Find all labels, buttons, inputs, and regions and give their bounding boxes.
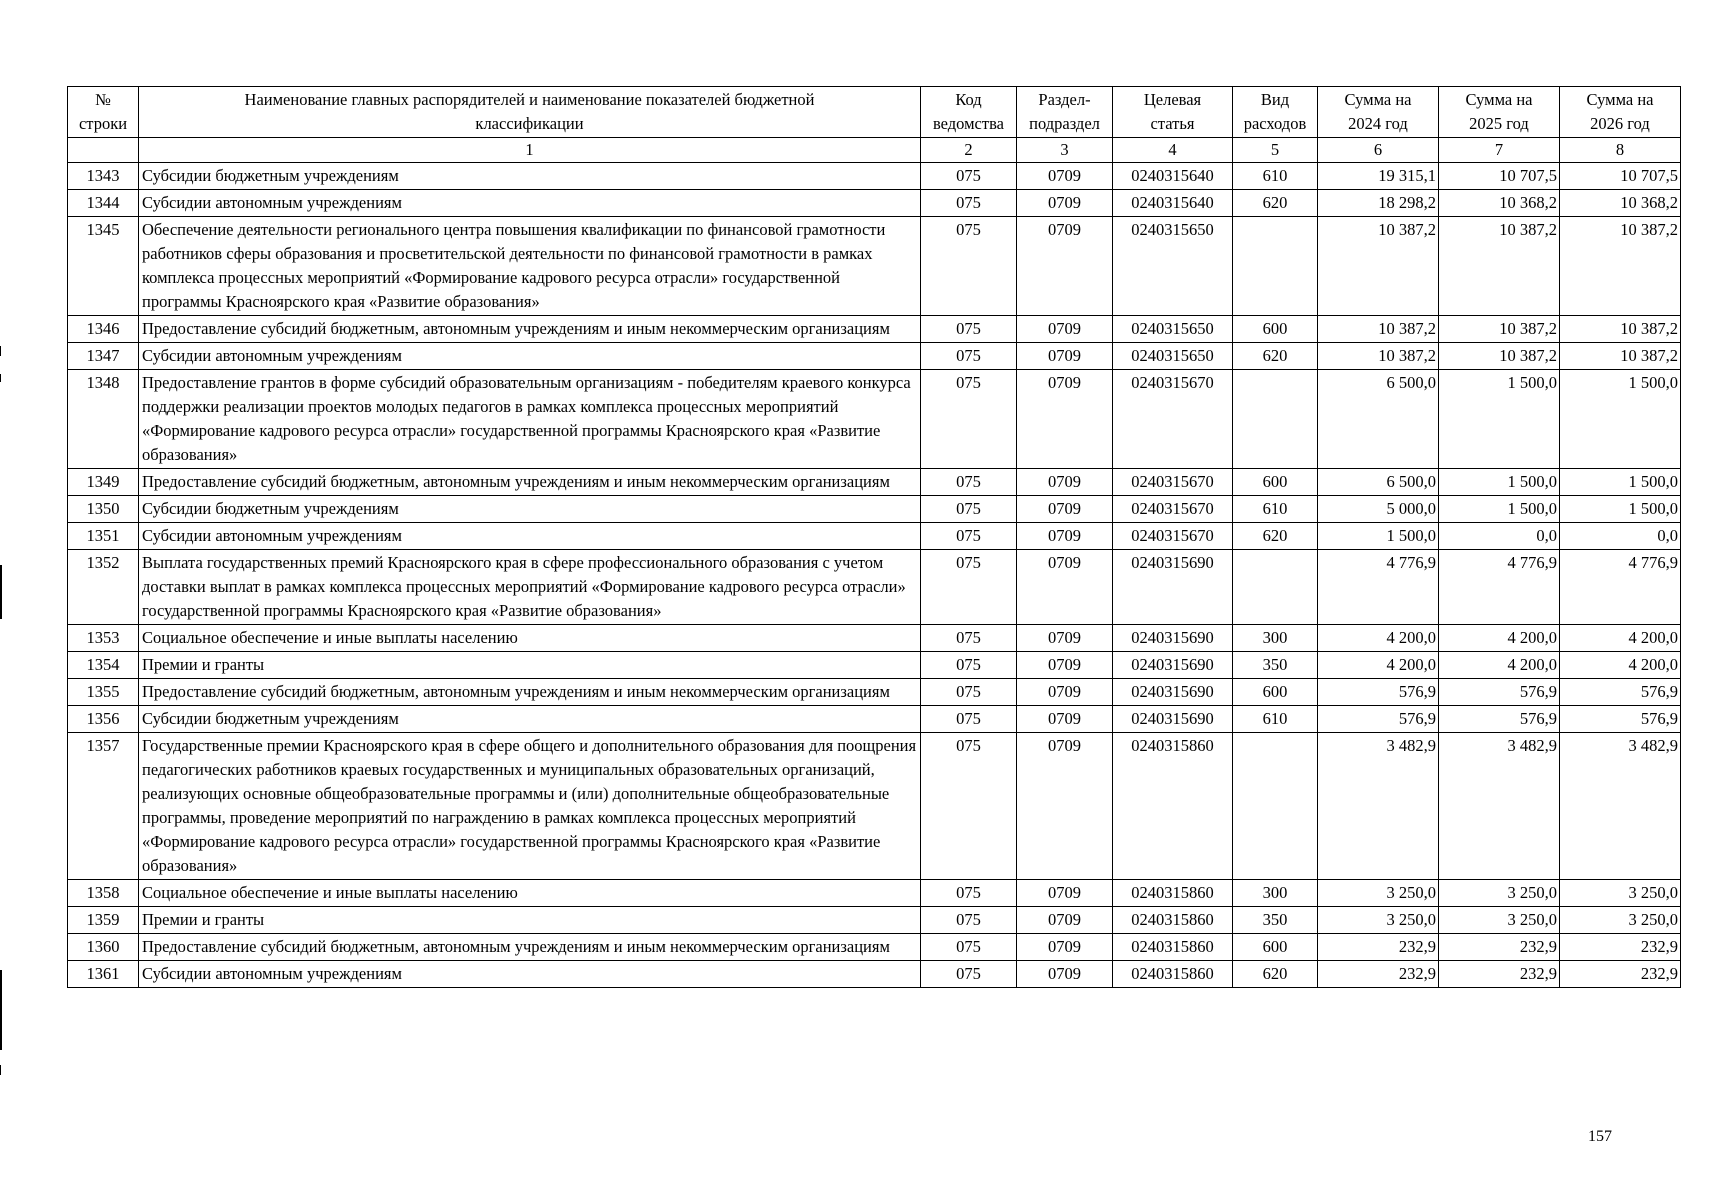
target-item-code: 0240315670 (1113, 370, 1233, 469)
row-name: Государственные премии Красноярского края в сфере общего и дополнительного образования для поощрения педагогических работников краевых государственных и муниципальных образовательных организаций, реализующих основные общеобразовательные программы и (или) дополнительные общеобразовательные программы, проведение мероприятий по награждению в рамках комплекса процессных мероприятий «Формирование кадрового ресурса отрасли» государственной программы Красноярского края «Развитие образования» (139, 733, 921, 880)
sum-2024: 6 500,0 (1318, 469, 1439, 496)
row-number: 1360 (68, 934, 139, 961)
sum-2026: 232,9 (1560, 934, 1681, 961)
target-item-code: 0240315690 (1113, 625, 1233, 652)
sum-2026: 0,0 (1560, 523, 1681, 550)
section-code: 0709 (1017, 370, 1113, 469)
sum-2025: 10 387,2 (1439, 316, 1560, 343)
expense-type-code: 610 (1233, 706, 1318, 733)
target-item-code: 0240315860 (1113, 733, 1233, 880)
sum-2025: 10 707,5 (1439, 163, 1560, 190)
expense-type-code: 620 (1233, 343, 1318, 370)
expense-type-code: 600 (1233, 469, 1318, 496)
row-number: 1344 (68, 190, 139, 217)
row-number: 1356 (68, 706, 139, 733)
department-code: 075 (921, 907, 1017, 934)
row-name: Обеспечение деятельности регионального центра повышения квалификации по финансовой грамотности работников сферы образования и просветительской деятельности по финансовой грамотности в рамках комплекса процессных мероприятий «Формирование кадрового ресурса отрасли» государственной программы Красноярского края «Развитие образования» (139, 217, 921, 316)
row-number: 1351 (68, 523, 139, 550)
sum-2024: 232,9 (1318, 934, 1439, 961)
target-item-code: 0240315650 (1113, 316, 1233, 343)
section-code: 0709 (1017, 190, 1113, 217)
sum-2024: 3 250,0 (1318, 880, 1439, 907)
sum-2026: 576,9 (1560, 679, 1681, 706)
sum-2025: 232,9 (1439, 934, 1560, 961)
section-code: 0709 (1017, 934, 1113, 961)
column-number: 8 (1560, 138, 1681, 163)
table-row (68, 217, 1681, 316)
row-number: 1348 (68, 370, 139, 469)
header-sum-2024: Сумма на 2024 год (1318, 87, 1439, 138)
target-item-code: 0240315690 (1113, 706, 1233, 733)
row-name: Субсидии бюджетным учреждениям (139, 706, 921, 733)
row-name: Субсидии бюджетным учреждениям (139, 163, 921, 190)
column-number (68, 138, 139, 163)
row-name: Выплата государственных премий Красноярского края в сфере профессионального образования с учетом доставки выплат в рамках комплекса процессных мероприятий «Формирование кадрового ресурса отрасли» государственной программы Красноярского края «Развитие образования» (139, 550, 921, 625)
expense-type-code (1233, 370, 1318, 469)
sum-2025: 576,9 (1439, 679, 1560, 706)
header-name: Наименование главных распорядителей и наименование показателей бюджетной классификации (139, 87, 921, 138)
row-name: Социальное обеспечение и иные выплаты населению (139, 880, 921, 907)
department-code: 075 (921, 217, 1017, 316)
sum-2026: 10 387,2 (1560, 343, 1681, 370)
section-code: 0709 (1017, 523, 1113, 550)
table-row (68, 469, 1681, 496)
row-name: Предоставление субсидий бюджетным, автономным учреждениям и иным некоммерческим организациям (139, 316, 921, 343)
sum-2024: 232,9 (1318, 961, 1439, 988)
table-row (68, 934, 1681, 961)
row-number: 1355 (68, 679, 139, 706)
table-row (68, 961, 1681, 988)
section-code: 0709 (1017, 961, 1113, 988)
header-row-number: № строки (68, 87, 139, 138)
section-code: 0709 (1017, 550, 1113, 625)
row-number: 1353 (68, 625, 139, 652)
scan-mark (0, 565, 2, 619)
section-code: 0709 (1017, 679, 1113, 706)
sum-2026: 10 387,2 (1560, 316, 1681, 343)
row-number: 1346 (68, 316, 139, 343)
sum-2025: 3 482,9 (1439, 733, 1560, 880)
sum-2024: 4 200,0 (1318, 625, 1439, 652)
table-row (68, 523, 1681, 550)
department-code: 075 (921, 496, 1017, 523)
scan-mark (0, 970, 2, 1050)
sum-2025: 10 368,2 (1439, 190, 1560, 217)
target-item-code: 0240315650 (1113, 217, 1233, 316)
table-row (68, 496, 1681, 523)
sum-2026: 3 250,0 (1560, 880, 1681, 907)
expense-type-code (1233, 550, 1318, 625)
table-row (68, 190, 1681, 217)
row-number: 1354 (68, 652, 139, 679)
row-name: Субсидии автономным учреждениям (139, 190, 921, 217)
department-code: 075 (921, 652, 1017, 679)
row-number: 1358 (68, 880, 139, 907)
sum-2025: 3 250,0 (1439, 880, 1560, 907)
sum-2026: 10 707,5 (1560, 163, 1681, 190)
department-code: 075 (921, 469, 1017, 496)
target-item-code: 0240315690 (1113, 679, 1233, 706)
column-number: 5 (1233, 138, 1318, 163)
header-section: Раздел- подраздел (1017, 87, 1113, 138)
sum-2026: 3 250,0 (1560, 907, 1681, 934)
expense-type-code: 350 (1233, 907, 1318, 934)
row-name: Предоставление грантов в форме субсидий образовательным организациям - победителям краевого конкурса поддержки реализации проектов молодых педагогов в рамках комплекса процессных мероприятий «Формирование кадрового ресурса отрасли» государственной программы Красноярского края «Развитие образования» (139, 370, 921, 469)
expense-type-code: 620 (1233, 523, 1318, 550)
sum-2024: 19 315,1 (1318, 163, 1439, 190)
sum-2024: 1 500,0 (1318, 523, 1439, 550)
sum-2024: 10 387,2 (1318, 316, 1439, 343)
row-number: 1350 (68, 496, 139, 523)
department-code: 075 (921, 961, 1017, 988)
header-target-item: Целевая статья (1113, 87, 1233, 138)
target-item-code: 0240315860 (1113, 934, 1233, 961)
row-name: Субсидии бюджетным учреждениям (139, 496, 921, 523)
table-row (68, 679, 1681, 706)
column-number: 1 (139, 138, 921, 163)
sum-2025: 1 500,0 (1439, 496, 1560, 523)
row-name: Субсидии автономным учреждениям (139, 961, 921, 988)
sum-2025: 576,9 (1439, 706, 1560, 733)
table-row (68, 652, 1681, 679)
sum-2026: 1 500,0 (1560, 496, 1681, 523)
sum-2025: 4 200,0 (1439, 652, 1560, 679)
row-number: 1361 (68, 961, 139, 988)
target-item-code: 0240315690 (1113, 652, 1233, 679)
target-item-code: 0240315640 (1113, 190, 1233, 217)
table-row (68, 316, 1681, 343)
sum-2025: 0,0 (1439, 523, 1560, 550)
row-name: Предоставление субсидий бюджетным, автономным учреждениям и иным некоммерческим организациям (139, 934, 921, 961)
row-name: Субсидии автономным учреждениям (139, 343, 921, 370)
expense-type-code: 620 (1233, 190, 1318, 217)
row-name: Премии и гранты (139, 652, 921, 679)
sum-2025: 3 250,0 (1439, 907, 1560, 934)
table-row (68, 163, 1681, 190)
header-sum-2025: Сумма на 2025 год (1439, 87, 1560, 138)
department-code: 075 (921, 343, 1017, 370)
department-code: 075 (921, 190, 1017, 217)
row-name: Субсидии автономным учреждениям (139, 523, 921, 550)
department-code: 075 (921, 880, 1017, 907)
sum-2025: 232,9 (1439, 961, 1560, 988)
sum-2026: 1 500,0 (1560, 370, 1681, 469)
expense-type-code: 610 (1233, 496, 1318, 523)
section-code: 0709 (1017, 496, 1113, 523)
table-row (68, 625, 1681, 652)
target-item-code: 0240315860 (1113, 961, 1233, 988)
sum-2026: 4 776,9 (1560, 550, 1681, 625)
sum-2026: 4 200,0 (1560, 652, 1681, 679)
expense-type-code: 300 (1233, 625, 1318, 652)
row-name: Предоставление субсидий бюджетным, автономным учреждениям и иным некоммерческим организациям (139, 679, 921, 706)
target-item-code: 0240315670 (1113, 523, 1233, 550)
sum-2024: 576,9 (1318, 706, 1439, 733)
column-number: 7 (1439, 138, 1560, 163)
sum-2026: 3 482,9 (1560, 733, 1681, 880)
department-code: 075 (921, 706, 1017, 733)
sum-2025: 1 500,0 (1439, 370, 1560, 469)
table-row (68, 733, 1681, 880)
section-code: 0709 (1017, 316, 1113, 343)
section-code: 0709 (1017, 163, 1113, 190)
target-item-code: 0240315860 (1113, 907, 1233, 934)
scan-mark (0, 346, 1, 356)
target-item-code: 0240315650 (1113, 343, 1233, 370)
section-code: 0709 (1017, 217, 1113, 316)
section-code: 0709 (1017, 880, 1113, 907)
sum-2024: 18 298,2 (1318, 190, 1439, 217)
scan-mark (0, 1065, 1, 1075)
sum-2026: 4 200,0 (1560, 625, 1681, 652)
column-number: 6 (1318, 138, 1439, 163)
header-row (68, 87, 1681, 138)
page-number: 157 (1588, 1128, 1612, 1145)
target-item-code: 0240315690 (1113, 550, 1233, 625)
sum-2025: 4 776,9 (1439, 550, 1560, 625)
sum-2026: 10 368,2 (1560, 190, 1681, 217)
expense-type-code: 600 (1233, 316, 1318, 343)
department-code: 075 (921, 733, 1017, 880)
row-number: 1343 (68, 163, 139, 190)
sum-2025: 10 387,2 (1439, 217, 1560, 316)
row-name: Предоставление субсидий бюджетным, автономным учреждениям и иным некоммерческим организациям (139, 469, 921, 496)
expense-type-code: 600 (1233, 934, 1318, 961)
section-code: 0709 (1017, 733, 1113, 880)
row-number: 1345 (68, 217, 139, 316)
department-code: 075 (921, 523, 1017, 550)
expense-type-code: 620 (1233, 961, 1318, 988)
header-sum-2026: Сумма на 2026 год (1560, 87, 1681, 138)
sum-2026: 576,9 (1560, 706, 1681, 733)
budget-table (67, 86, 1681, 988)
department-code: 075 (921, 934, 1017, 961)
section-code: 0709 (1017, 469, 1113, 496)
section-code: 0709 (1017, 706, 1113, 733)
column-number: 4 (1113, 138, 1233, 163)
row-number: 1359 (68, 907, 139, 934)
header-department-code: Код ведомства (921, 87, 1017, 138)
table-row (68, 550, 1681, 625)
row-number: 1352 (68, 550, 139, 625)
row-number: 1347 (68, 343, 139, 370)
row-number: 1357 (68, 733, 139, 880)
column-number: 2 (921, 138, 1017, 163)
target-item-code: 0240315670 (1113, 469, 1233, 496)
expense-type-code (1233, 217, 1318, 316)
section-code: 0709 (1017, 625, 1113, 652)
sum-2026: 10 387,2 (1560, 217, 1681, 316)
sum-2025: 4 200,0 (1439, 625, 1560, 652)
table-row (68, 370, 1681, 469)
expense-type-code: 610 (1233, 163, 1318, 190)
scan-mark (0, 374, 1, 382)
department-code: 075 (921, 163, 1017, 190)
target-item-code: 0240315670 (1113, 496, 1233, 523)
expense-type-code: 350 (1233, 652, 1318, 679)
section-code: 0709 (1017, 907, 1113, 934)
expense-type-code (1233, 733, 1318, 880)
sum-2024: 576,9 (1318, 679, 1439, 706)
expense-type-code: 600 (1233, 679, 1318, 706)
sum-2026: 232,9 (1560, 961, 1681, 988)
department-code: 075 (921, 370, 1017, 469)
sum-2024: 3 250,0 (1318, 907, 1439, 934)
row-name: Социальное обеспечение и иные выплаты населению (139, 625, 921, 652)
department-code: 075 (921, 550, 1017, 625)
sum-2024: 4 776,9 (1318, 550, 1439, 625)
section-code: 0709 (1017, 652, 1113, 679)
sum-2026: 1 500,0 (1560, 469, 1681, 496)
header-expense-type: Вид расходов (1233, 87, 1318, 138)
section-code: 0709 (1017, 343, 1113, 370)
column-numbers-row (68, 138, 1681, 163)
sum-2024: 3 482,9 (1318, 733, 1439, 880)
row-name: Премии и гранты (139, 907, 921, 934)
table-body (68, 163, 1681, 988)
sum-2025: 1 500,0 (1439, 469, 1560, 496)
expense-type-code: 300 (1233, 880, 1318, 907)
table-row (68, 907, 1681, 934)
sum-2024: 10 387,2 (1318, 217, 1439, 316)
sum-2025: 10 387,2 (1439, 343, 1560, 370)
target-item-code: 0240315640 (1113, 163, 1233, 190)
table-row (68, 343, 1681, 370)
target-item-code: 0240315860 (1113, 880, 1233, 907)
department-code: 075 (921, 625, 1017, 652)
sum-2024: 4 200,0 (1318, 652, 1439, 679)
column-number: 3 (1017, 138, 1113, 163)
row-number: 1349 (68, 469, 139, 496)
sum-2024: 6 500,0 (1318, 370, 1439, 469)
department-code: 075 (921, 679, 1017, 706)
sum-2024: 5 000,0 (1318, 496, 1439, 523)
table-row (68, 880, 1681, 907)
table-row (68, 706, 1681, 733)
sum-2024: 10 387,2 (1318, 343, 1439, 370)
department-code: 075 (921, 316, 1017, 343)
